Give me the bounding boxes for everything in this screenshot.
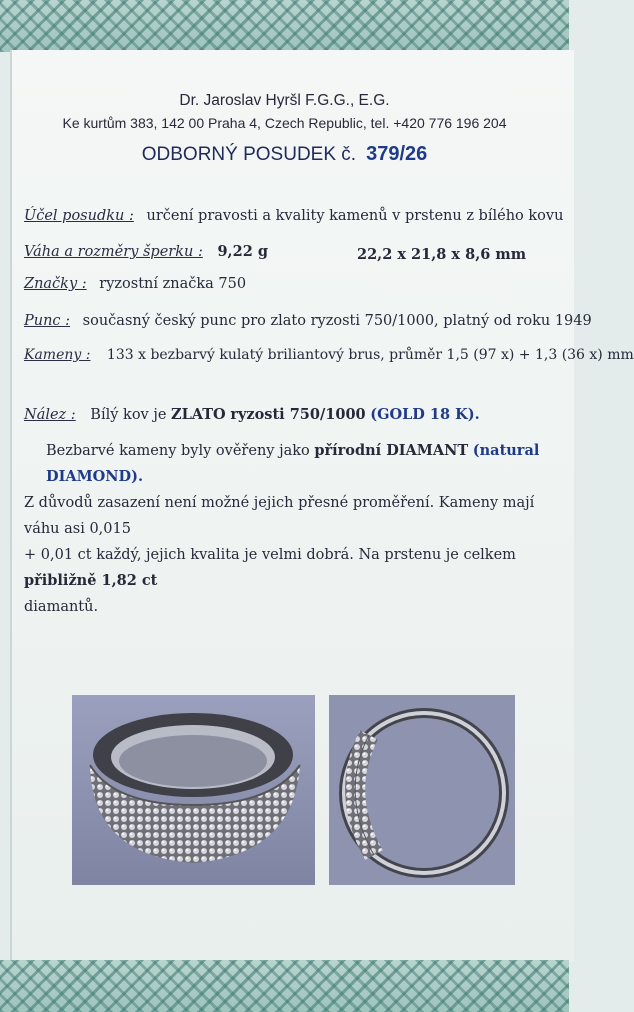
znacky-value: ryzostní značka 750 <box>99 276 247 292</box>
field-ucel <box>24 208 563 224</box>
ring-front-illustration <box>72 695 315 885</box>
para-line-3 <box>24 542 564 594</box>
nalez-fineness: ryzosti 750/1000 <box>230 406 366 423</box>
ring-photo-front <box>72 695 315 885</box>
nalez-label: Nález : <box>24 407 76 423</box>
para-diamond: přírodní DIAMANT <box>314 442 469 459</box>
decorative-border-top <box>0 0 569 52</box>
field-znacky <box>24 276 246 292</box>
nalez-gold-18k: (GOLD 18 K). <box>370 406 480 423</box>
para-line-4: diamantů. <box>24 599 99 615</box>
ring-side-illustration <box>329 695 515 885</box>
para-line-1 <box>24 438 564 490</box>
ucel-label: Účel posudku : <box>24 208 134 224</box>
field-nalez <box>24 406 480 423</box>
para-natural-diamond: (natural DIAMOND). <box>46 442 540 485</box>
issuer-name: Dr. Jaroslav Hyršl F.G.G., E.G. <box>179 92 390 109</box>
para-total-carat: přibližně 1,82 ct <box>24 572 158 589</box>
znacky-label: Značky : <box>24 276 87 292</box>
issuer-address: Ke kurtům 383, 142 00 Praha 4, Czech Republic, tel. +420 776 196 204 <box>62 115 507 131</box>
para-3a: + 0,01 ct každý, jejich kvalita je velmi dobrá. Na prstenu je celkem <box>24 547 516 563</box>
title-text: ODBORNÝ POSUDEK č. <box>141 144 357 165</box>
field-punc <box>24 313 592 329</box>
nalez-gold: ZLATO <box>171 406 226 423</box>
document-number: 379/26 <box>366 143 428 165</box>
document-title <box>0 143 569 166</box>
field-kameny <box>24 347 634 363</box>
ucel-value: určení pravosti a kvality kamenů v prstenu z bílého kovu <box>146 208 564 224</box>
kameny-value: 133 x bezbarvý kulatý briliantový brus, průměr 1,5 (97 x) + 1,3 (36 x) mm <box>106 347 634 363</box>
nalez-text: Bílý kov je <box>90 407 167 423</box>
para-1a: Bezbarvé kameny byly ověřeny jako <box>46 443 310 459</box>
field-vaha <box>24 243 268 260</box>
findings-paragraph <box>24 438 564 620</box>
punc-label: Punc : <box>24 313 71 329</box>
punc-value: současný český punc pro zlato ryzosti 750/1000, platný od roku 1949 <box>82 313 592 329</box>
vaha-weight: 9,22 g <box>217 243 268 260</box>
ring-photo-side <box>329 695 515 885</box>
vaha-dimensions: 22,2 x 21,8 x 8,6 mm <box>357 246 527 263</box>
decorative-border-bottom <box>0 960 569 1012</box>
vaha-label: Váha a rozměry šperku : <box>24 244 203 260</box>
kameny-label: Kameny : <box>24 347 91 363</box>
para-line-2: Z důvodů zasazení není možné jejich přesné proměření. Kameny mají váhu asi 0,015 <box>24 495 535 537</box>
